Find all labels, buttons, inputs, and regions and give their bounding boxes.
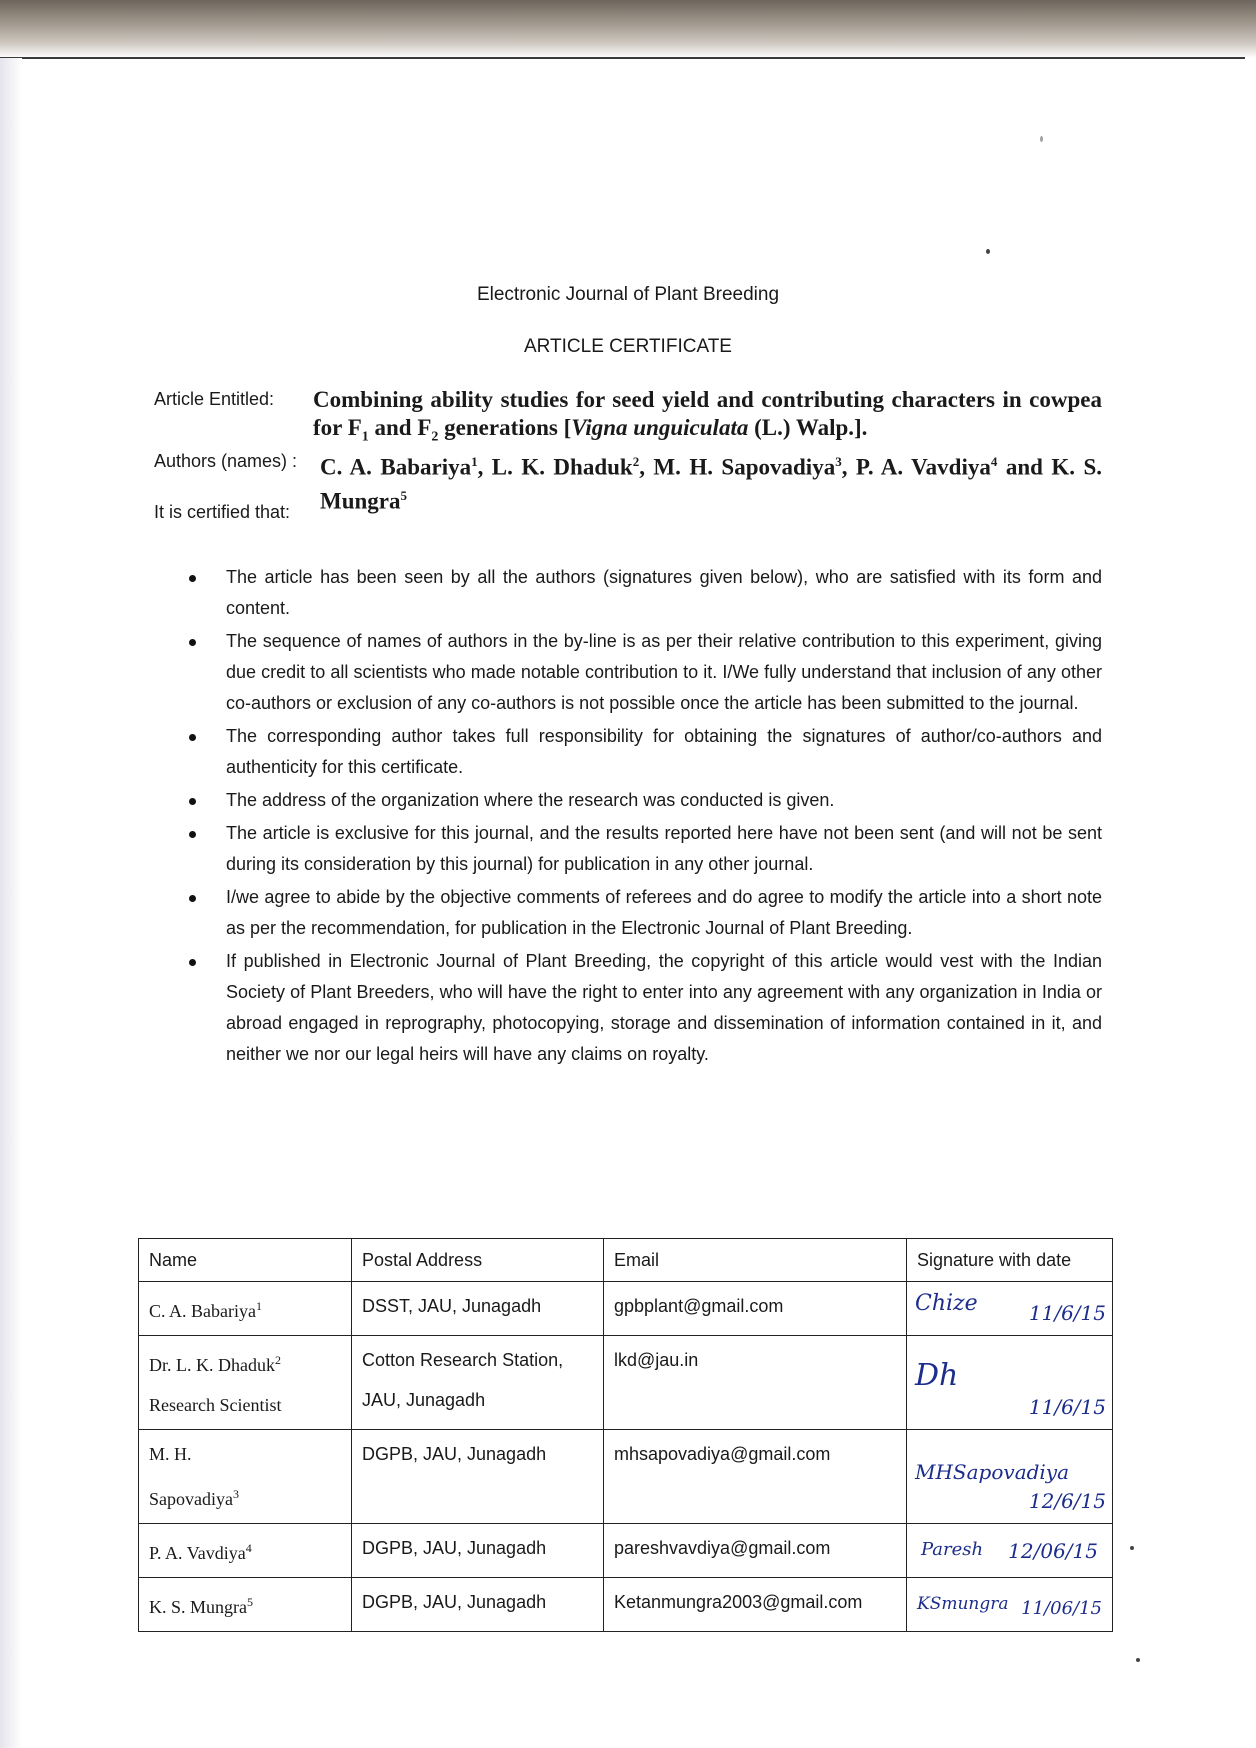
header-email: Email — [604, 1239, 907, 1282]
scan-speck — [986, 249, 990, 254]
certificate-title: ARTICLE CERTIFICATE — [524, 336, 732, 357]
header-postal-address: Postal Address — [352, 1239, 604, 1282]
bullet-icon — [189, 575, 196, 582]
table-header-row — [139, 1239, 1113, 1282]
signature-handwritten: MHSapovadiya — [915, 1460, 1070, 1484]
signature-handwritten: Paresh — [921, 1539, 984, 1560]
author-address: DGPB, JAU, Junagadh — [352, 1524, 604, 1578]
author-name: K. S. Mungra$^5$ — [139, 1578, 352, 1632]
signature-handwritten: KSmungra — [917, 1594, 1009, 1614]
author-signature — [907, 1282, 1113, 1336]
article-title: Combining ability studies for seed yield and contributing characters in cowpea for $F_1$ and $F_2$ generations [Vigna unguiculata (L.) Walp.]. — [313, 387, 1102, 445]
header-signature: Signature with date — [907, 1239, 1113, 1282]
bullet-item: The article has been seen by all the authors (signatures given below), who are satisfied with its form and content. — [186, 562, 1102, 624]
author-name: M. H. Sapovadiya$^3$ — [139, 1430, 352, 1524]
author-signature — [907, 1430, 1113, 1524]
bullet-icon — [189, 639, 196, 646]
bullet-item: The sequence of names of authors in the by-line is as per their relative contribution to this experiment, giving due credit to all scientists who made notable contribution to it. I/We fully understand that inclusion of any other co-authors or exclusion of any co-authors is not possible once the article has been submitted to the journal. — [186, 626, 1102, 719]
author-signature — [907, 1524, 1113, 1578]
author-email: lkd@jau.in — [604, 1336, 907, 1430]
author-address: DSST, JAU, Junagadh — [352, 1282, 604, 1336]
bullet-item: I/we agree to abide by the objective comments of referees and do agree to modify the article into a short note as per the recommendation, for publication in the Electronic Journal of Plant Breeding. — [186, 882, 1102, 944]
signature-date: 12/06/15 — [1008, 1539, 1098, 1563]
author-name: P. A. Vavdiya$^4$ — [139, 1524, 352, 1578]
signature-date: 12/6/15 — [1028, 1489, 1106, 1513]
bullet-item: The corresponding author takes full responsibility for obtaining the signatures of author/co-authors and authenticity for this certificate. — [186, 721, 1102, 783]
bullet-icon — [189, 798, 196, 805]
author-email: gpbplant@gmail.com — [604, 1282, 907, 1336]
scan-speck — [1130, 1546, 1134, 1550]
table-row — [139, 1524, 1113, 1578]
bullet-icon — [189, 831, 196, 838]
author-email: Ketanmungra2003@gmail.com — [604, 1578, 907, 1632]
scan-shadow-left — [0, 58, 22, 1748]
bullet-item: If published in Electronic Journal of Plant Breeding, the copyright of this article would vest with the Indian Society of Plant Breeders, who will have the right to enter into any agreement with any organization in India or abroad engaged in reprography, photocopying, storage and dissemination of information contained in it, and neither we nor our legal heirs will have any claims on royalty. — [186, 946, 1102, 1070]
signature-date: 11/06/15 — [1021, 1598, 1102, 1619]
signature-handwritten: Chize — [915, 1291, 978, 1316]
scan-speck — [1040, 136, 1043, 142]
author-signature — [907, 1578, 1113, 1632]
certification-bullets — [186, 562, 1102, 1072]
author-signature-table — [138, 1238, 1113, 1632]
author-email: pareshvavdiya@gmail.com — [604, 1524, 907, 1578]
author-name: C. A. Babariya$^1$ — [139, 1282, 352, 1336]
signature-date: 11/6/15 — [1028, 1395, 1106, 1419]
signature-handwritten: Dh — [915, 1358, 959, 1393]
certified-intro: It is certified that: — [154, 502, 291, 522]
authors-label: Authors (names) : — [154, 451, 298, 471]
table-row — [139, 1430, 1113, 1524]
scan-speck — [1136, 1658, 1140, 1662]
author-address: DGPB, JAU, Junagadh — [352, 1578, 604, 1632]
author-signature — [907, 1336, 1113, 1430]
scan-shadow-top — [0, 0, 1256, 58]
journal-title: Electronic Journal of Plant Breeding — [476, 284, 780, 305]
author-email: mhsapovadiya@gmail.com — [604, 1430, 907, 1524]
article-label: Article Entitled: — [154, 389, 275, 409]
bullet-item: The address of the organization where the research was conducted is given. — [186, 785, 1102, 816]
signature-date: 11/6/15 — [1028, 1301, 1106, 1325]
bullet-icon — [189, 734, 196, 741]
table-row — [139, 1578, 1113, 1632]
table-row — [139, 1282, 1113, 1336]
table-row — [139, 1336, 1113, 1430]
author-address: Cotton Research Station, JAU, Junagadh — [352, 1336, 604, 1430]
bullet-icon — [189, 895, 196, 902]
scan-edge-line — [0, 57, 1245, 59]
author-address: DGPB, JAU, Junagadh — [352, 1430, 604, 1524]
bullet-icon — [189, 959, 196, 966]
authors-list: C. A. Babariya$^1$, L. K. Dhaduk$^2$, M. H. Sapovadiya$^3$, P. A. Vavdiya$^4$ and K. S. Mungra$^5$ — [320, 454, 1102, 514]
header-name: Name — [139, 1239, 352, 1282]
bullet-item: The article is exclusive for this journal, and the results reported here have not been sent (and will not be sent during its consideration by this journal) for publication in any other journal. — [186, 818, 1102, 880]
author-name: Dr. L. K. Dhaduk$^2$ Research Scientist — [139, 1336, 352, 1430]
